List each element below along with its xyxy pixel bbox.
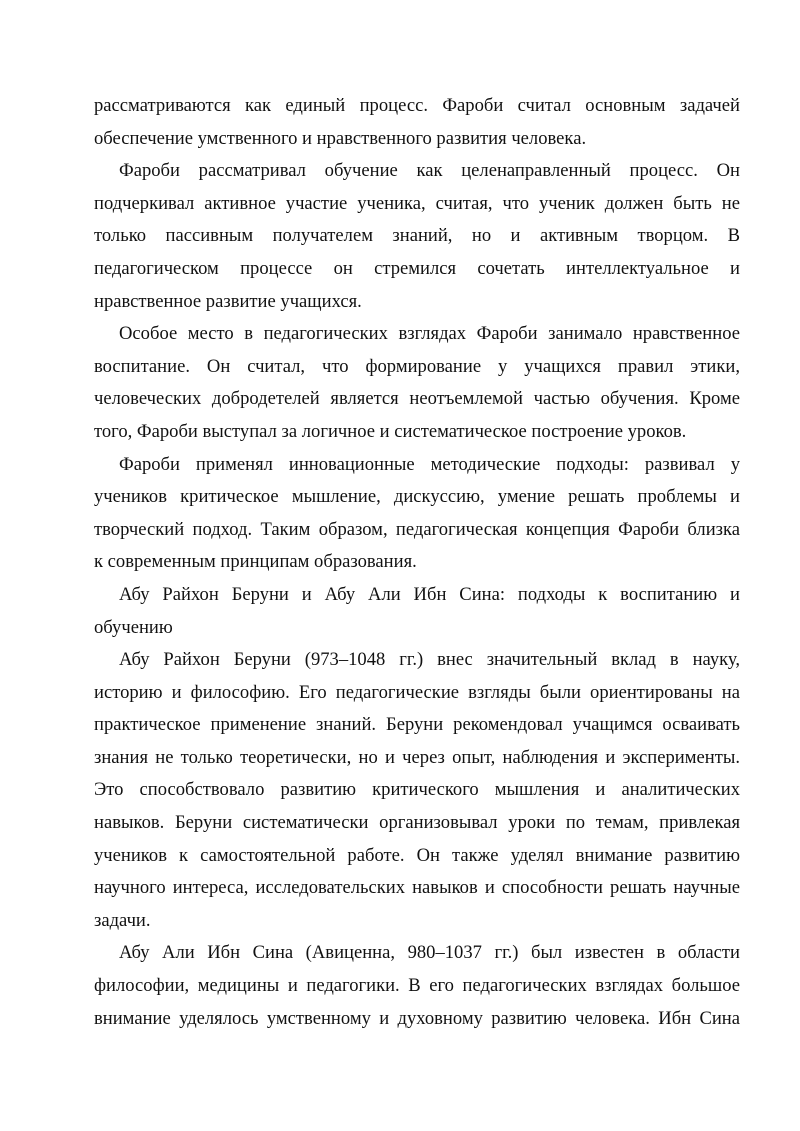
text-line: творческий подход. Таким образом, педагогическая концепция Фароби близка	[94, 518, 740, 540]
text-line: философии, медицины и педагогики. В его педагогических взглядах большое	[94, 975, 740, 997]
text-line: Это способствовало развитию критического мышления и аналитических	[94, 779, 740, 801]
text-line: учеников критическое мышление, дискуссию, умение решать проблемы и	[94, 486, 740, 508]
text-line: рассматриваются как единый процесс. Фароби считал основным задачей	[94, 95, 740, 116]
text-line: научного интереса, исследовательских навыков и способности решать научные	[94, 877, 740, 899]
text-line: Абу Райхон Беруни (973–1048 гг.) внес значительный вклад в науку,	[119, 649, 740, 671]
text-line: воспитание. Он считал, что формирование у учащихся правил этики,	[94, 355, 740, 377]
text-line: подчеркивал активное участие ученика, считая, что ученик должен быть не	[94, 192, 740, 214]
text-line: обучению	[94, 616, 173, 638]
text-line: к современным принципам образования.	[94, 551, 417, 573]
text-line: задачи.	[94, 909, 151, 931]
text-line: Фароби рассматривал обучение как целенаправленный процесс. Он	[119, 160, 740, 182]
text-line: человеческих добродетелей является неотъемлемой частью обучения. Кроме	[94, 388, 740, 410]
text-line: учеников к самостоятельной работе. Он также уделял внимание развитию	[94, 844, 740, 866]
text-line: педагогическом процессе он стремился сочетать интеллектуальное и	[94, 257, 740, 279]
text-line: историю и философию. Его педагогические взгляды были ориентированы на	[94, 681, 740, 703]
text-line: только пассивным получателем знаний, но и активным творцом. В	[94, 225, 740, 247]
section-heading	[94, 579, 740, 644]
paragraph-beruni	[94, 644, 740, 937]
text-line: Фароби применял инновационные методические подходы: развивал у	[119, 453, 740, 475]
text-line: внимание уделялось умственному и духовному развитию человека. Ибн Сина	[94, 1007, 740, 1029]
text-line: Абу Райхон Беруни и Абу Али Ибн Сина: подходы к воспитанию и	[119, 583, 740, 605]
document-page	[94, 90, 740, 1035]
text-line: нравственное развитие учащихся.	[94, 290, 362, 312]
text-line: навыков. Беруни систематически организовывал уроки по темам, привлекая	[94, 812, 740, 834]
text-line: Особое место в педагогических взглядах Фароби занимало нравственное	[119, 323, 740, 345]
text-line: обеспечение умственного и нравственного развития человека.	[94, 127, 587, 149]
text-line: Абу Али Ибн Сина (Авиценна, 980–1037 гг.) был известен в области	[119, 942, 740, 964]
text-line: знания не только теоретически, но и через опыт, наблюдения и эксперименты.	[94, 746, 740, 768]
paragraph-3	[94, 318, 740, 448]
paragraph-ibn-sina	[94, 937, 740, 1035]
text-line: того, Фароби выступал за логичное и систематическое построение уроков.	[94, 420, 687, 442]
text-line: практическое применение знаний. Беруни рекомендовал учащимся осваивать	[94, 714, 740, 736]
paragraph-4	[94, 449, 740, 579]
paragraph-2	[94, 155, 740, 318]
paragraph-1	[94, 90, 740, 155]
